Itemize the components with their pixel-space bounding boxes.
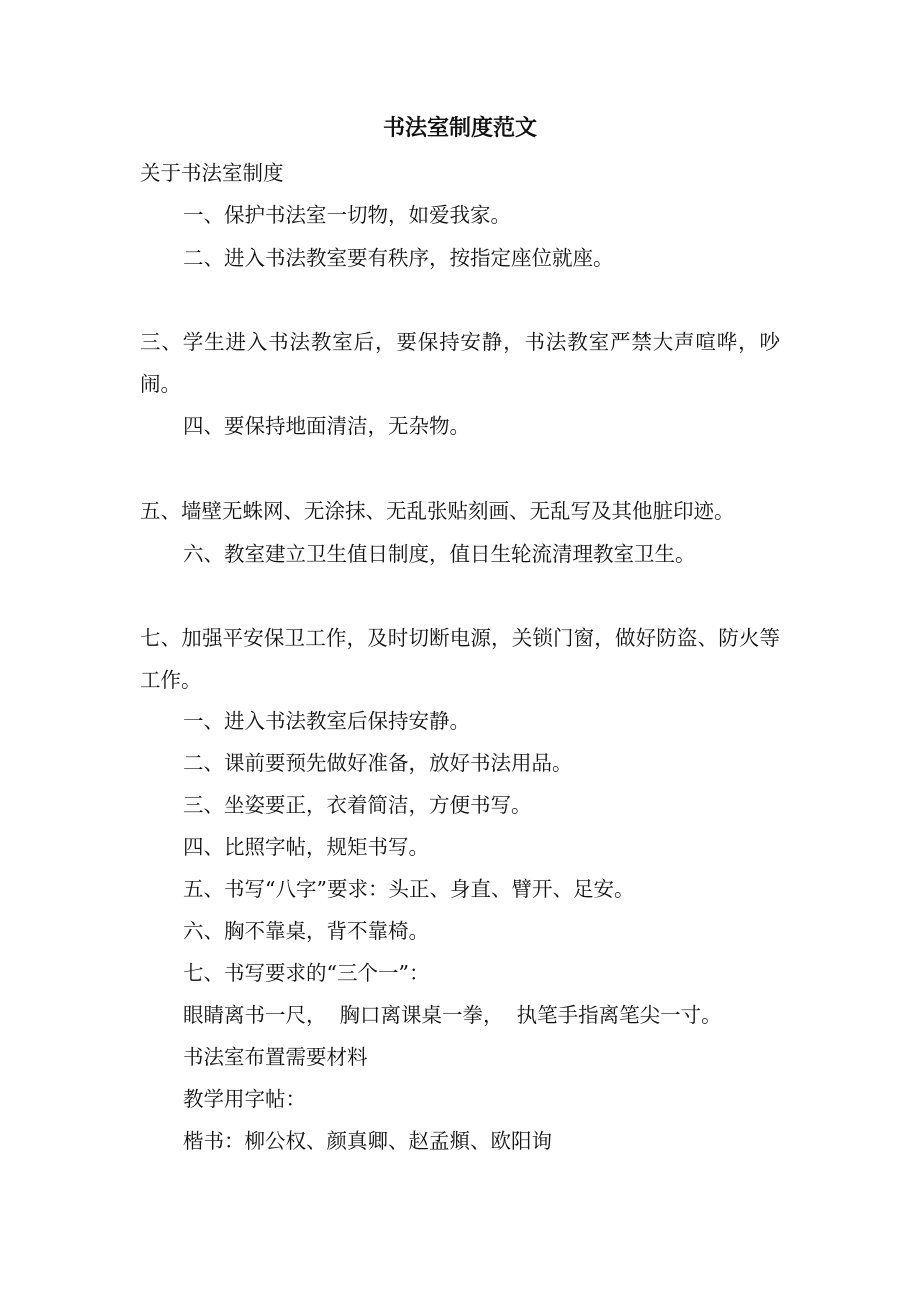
writing-rule-4: 四、比照字帖，规矩书写。 bbox=[183, 835, 429, 859]
rule-2: 二、进入书法教室要有秩序，按指定座位就座。 bbox=[183, 246, 614, 270]
writing-rule-2: 二、课前要预先做好准备，放好书法用品。 bbox=[183, 751, 573, 775]
writing-rule-7: 七、书写要求的“三个一”： bbox=[183, 961, 430, 985]
kaishu-copybooks: 楷书：柳公权、颜真卿、赵孟頫、欧阳询 bbox=[183, 1129, 552, 1153]
copybooks-heading: 教学用字帖： bbox=[183, 1087, 306, 1111]
materials-heading: 书法室布置需要材料 bbox=[183, 1045, 368, 1069]
writing-rule-6: 六、胸不靠桌，背不靠椅。 bbox=[183, 919, 429, 943]
rule-5: 五、墙壁无蛛网、无涂抹、无乱张贴刻画、无乱写及其他脏印迹。 bbox=[140, 499, 735, 523]
writing-rule-5: 五、书写“八字”要求：头正、身直、臂开、足安。 bbox=[183, 877, 635, 901]
document-subtitle: 关于书法室制度 bbox=[140, 161, 284, 185]
rule-4: 四、要保持地面清洁，无杂物。 bbox=[183, 414, 470, 438]
rule-6: 六、教室建立卫生值日制度，值日生轮流清理教室卫生。 bbox=[183, 542, 696, 566]
writing-rule-1: 一、进入书法教室后保持安静。 bbox=[183, 709, 470, 733]
rule-7: 七、加强平安保卫工作，及时切断电源，关锁门窗，做好防盗、防火等工作。 bbox=[140, 626, 780, 692]
three-ones-text: 眼睛离书一尺， 胸口离课桌一拳， 执笔手指离笔尖一寸。 bbox=[183, 1003, 722, 1027]
rule-1: 一、保护书法室一切物，如爱我家。 bbox=[183, 203, 511, 227]
rule-3: 三、学生进入书法教室后，要保持安静，书法教室严禁大声喧哗，吵闹。 bbox=[140, 330, 780, 396]
writing-rule-3: 三、坐姿要正，衣着简洁，方便书写。 bbox=[183, 793, 532, 817]
document-title: 书法室制度范文 bbox=[382, 115, 537, 141]
